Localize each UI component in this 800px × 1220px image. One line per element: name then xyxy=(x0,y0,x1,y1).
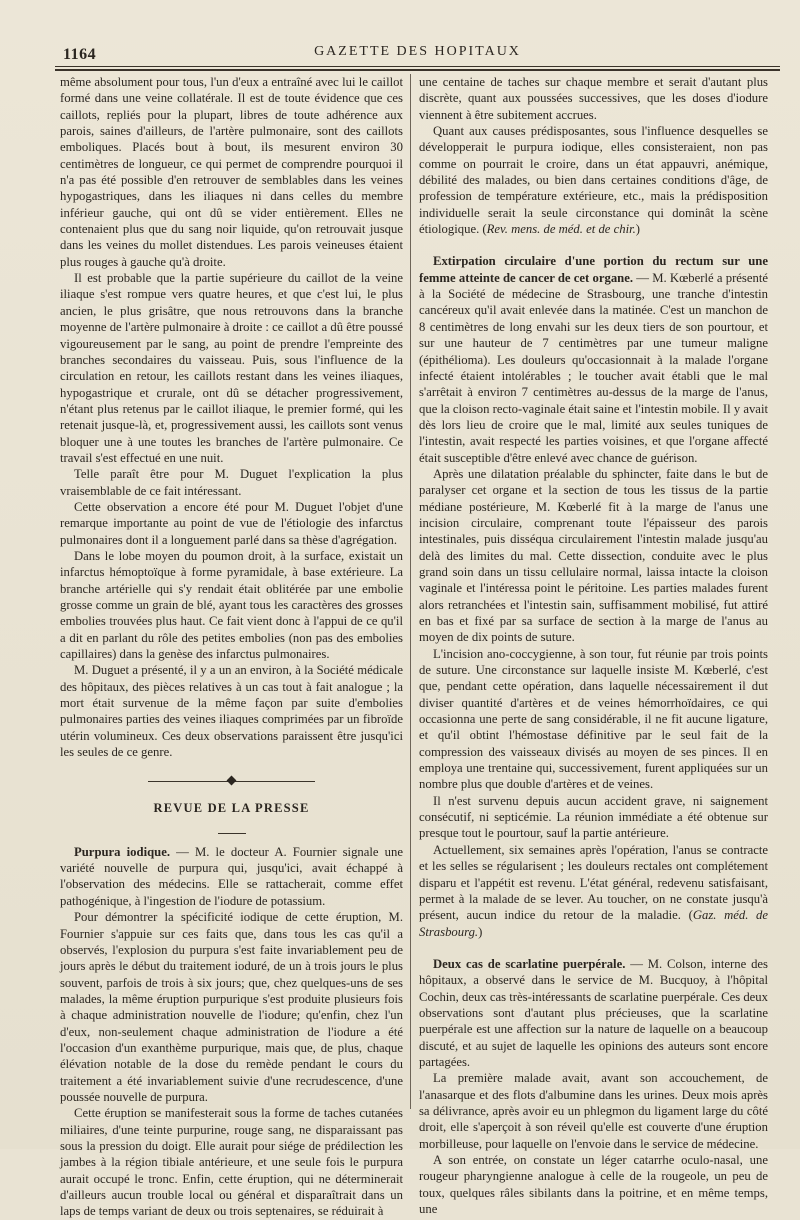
article-paragraph xyxy=(419,253,768,465)
paragraph: Il n'est survenu depuis aucun accident grave, ni saignement consécutif, ni septicémie. La réunion immédiate a été obtenue sur presque tout le pourtour, sauf la partie antérieure. xyxy=(419,793,768,841)
paragraph: Cette éruption se manifesterait sous la forme de taches cutanées miliaires, d'une teinte purpurine, rouge sang, ne disparaissant pas sous la pression du doigt. Elle aurait pour siége de prédilection les jambes à la région tibiale antérieure, et une seule fois le purpura aurait occupé le tronc. Enfin, cette éruption, qui ne déterminerait d'ailleurs aucun trouble local ou général et disparaîtrait dans un laps de temps variant de deux ou trois septenaires, se réduirait à xyxy=(60,1106,403,1219)
paragraph: M. Duguet a présenté, il y a un an environ, à la Société médicale des hôpitaux, des pièces relatives à un cas tout à fait analogue ; la mort était survenue de la même façon par suite d'embolies pulmonaires parties des veines iliaques comprimées par un fibroïde utérin volumineux. Ces deux observations paraissent être jusqu'ici les seules de ce genre. xyxy=(60,663,403,760)
paragraph: Telle paraît être pour M. Duguet l'explication la plus vraisemblable de ce fait intéressant. xyxy=(60,467,403,498)
article-heading: Purpura iodique. xyxy=(74,844,171,859)
header-rule-thick xyxy=(55,69,780,71)
right-column xyxy=(419,74,768,1217)
paragraph: Pour démontrer la spécificité iodique de cette éruption, M. Fournier s'appuie sur ces faits que, dans tous les cas qu'il a observés, l'explosion du purpura s'est faite invariablement peu de jours après le début du traitement ioduré, de un à trois jours le plus souvent, parfois de trois à six jours; que, chez quelques-uns de ses malades, la même éruption purpurique s'est produite plusieurs fois à chaque administration nouvelle de l'iodure; qu'enfin, chez l'un d'eux, non-seulement chaque administration de l'iodure a été l'occasion d'un exanthème purpurique, mais que, de plus, chaque élévation notable de la dose du remède pendant le cours du traitement a été invariablement suivie d'une recrudescence, d'une poussée nouvelle de purpura. xyxy=(60,910,403,1104)
article-text: — M. Colson, interne des hôpitaux, a observé dans le service de M. Bucquoy, à l'hôpital Cochin, deux cas très-intéressants de scarlatine puerpérale. Ces deux observations sont d'autant plus précieuses, que la scarlatine puerpérale est une affection sur la nature de laquelle on a beaucoup discuté, et au sujet de laquelle les opinions des auteurs sont encore partagées. xyxy=(419,956,768,1069)
left-column xyxy=(60,74,403,1219)
page-header xyxy=(55,40,780,64)
column-divider xyxy=(410,74,411,1109)
page-number: 1164 xyxy=(63,46,97,63)
article-heading: Extirpation circulaire d'une portion du rectum sur une femme atteinte de cancer de cet organe. xyxy=(419,254,768,285)
journal-title: GAZETTE DES HOPITAUX xyxy=(314,44,521,59)
section-title: REVUE DE LA PRESSE xyxy=(153,801,310,816)
paragraph: Il est probable que la partie supérieure du caillot de la veine iliaque s'est rompue vers quatre heures, et que c'est lui, le plus ancien, le plus grisâtre, que nous retrouvons dans la branche moyenne de l'artère pulmonaire à droite : ce caillot a dû être poussé vigoureusement par le sang, au point de prendre l'empreinte des branches secondaires du vaisseau. Puis, sous l'influence de la circulation en retour, les caillots restant dans les veines iliaques, hypogastrique et crurale, ont dû se détacher progressivement, n'étant plus retenus par le caillot iliaque, le premier formé, qui les retenait jusque-là, et, progressivement aussi, les caillots sont venus bloquer une à une toutes les branches de l'artère pulmonaire. Ce travail s'est effectué en une nuit. xyxy=(60,271,403,465)
header-rule-thin xyxy=(55,66,780,67)
paragraph: La première malade avait, avant son accouchement, de l'anasarque et des flots d'albumine dans les urines. Deux mois après sa délivrance, après avoir eu un phlegmon du ligament large du côté droit, elle s'aperçoit à son réveil qu'elle est couverte d'une éruption morbilleuse, pour laquelle on l'envoie dans le service de médecine. xyxy=(419,1071,768,1151)
paragraph: même absolument pour tous, l'un d'eux a entraîné avec lui le caillot formé dans une veine collatérale. Il est de toute évidence que ces caillots, repliés pour la plupart, libres de toute adhérence aux parois, saines d'ailleurs, de l'artère pulmonaire, sont des caillots emboliques. Placés bout à bout, ils mesurent environ 30 centimètres de longueur, ce qui permet de comprendre pourquoi il n'a pas été possible d'en retrouver de semblables dans les veines hypogastriques, dans les iliaques ni dans celles du membre inférieur gauche, qui ont dû se vider entièrement. Elles ne contenaient plus que du sang noir liquide, qu'on retrouvait jusque dans les veines du mollet distendues. Les parois veineuses étaient plus rouges à gauche qu'à droite. xyxy=(60,75,403,269)
citation-close: ) xyxy=(478,924,483,939)
paragraph: une centaine de taches sur chaque membre et serait d'autant plus discrète, quant aux poussées successives, que les doses d'iodure viennent à être subitement accrues. xyxy=(419,75,768,122)
article-paragraph xyxy=(419,956,768,1070)
paragraph: Dans le lobe moyen du poumon droit, à la surface, existait un infarctus hémoptoïque à forme pyramidale, à base extérieure. La branche artérielle qui s'y rendait était oblitérée par une embolie grosse comme un grain de blé, ayant tous les caractères des grosses embolies trouvées plus haut. Ce fait vient donc à l'appui de ce qu'il a dit en parlant du rôle des petites embolies (non pas des embolies capillaires) dans la genèse des infarctus pulmonaires. xyxy=(60,548,403,662)
paragraph-text: Quant aux causes prédisposantes, sous l'influence desquelles se développerait le purpura iodique, elles consisteraient, non pas comme on pourrait le croire, dans un état appauvri, anémique, débilité des malades, ou bien dans certaines conditions d'âge, de profession de température extérieure, etc., mais la prédisposition individuelle serait la seule circonstance qui dominât la scène étiologique. ( xyxy=(419,124,768,237)
article-paragraph xyxy=(60,844,403,909)
article-heading: Deux cas de scarlatine puerpérale. xyxy=(433,956,626,971)
paragraph: A son entrée, on constate un léger catarrhe oculo-nasal, une rougeur pharyngienne analogue à celle de la rougeole, un peu de toux, quelques râles sibilants dans la poitrine, et en même temps, une xyxy=(419,1153,768,1217)
paragraph: L'incision ano-coccygienne, à son tour, fut réunie par trois points de suture. Une circonstance sur laquelle insiste M. Kœberlé, c'est que, pendant cette opération, dans laquelle nécessairement il dut diviser quantité d'artères et de veines hémorrhoïdaires, ce qui occasionna une perte de sang considérable, il ne fit aucune ligature, et qu'il obtint l'hémostase définitive par le seul fait de la compression des vaisseaux divisés au moyen de ses pinces. Il en employa une trentaine qui, successivement, furent appliquées sur un nombre plus que double d'artères et de veines. xyxy=(419,646,768,792)
citation: Gaz. méd. de Strasbourg. xyxy=(419,908,768,939)
article-text: — M. Kœberlé a présenté à la Société de médecine de Strasbourg, une tranche d'intestin cancéreux qu'il avait enlevée dans la matinée. C'est un manchon de 8 centimètres de long envahi sur les deux tiers de son pourtour, et sur une hauteur de 7 centimètres par une tumeur maligne (épithélioma). Les douleurs qu'occasionnait à la malade l'organe infecté étaient intolérables ; le toucher avait établi que le mal s'arrêtait à environ 7 centimètres au-dessus de la marge de l'anus, que la cloison recto-vaginale était saine et l'intestin mobile. Il y avait dès lors lieu de croire que le mal, limité aux seules tuniques de l'intestin, avait respecté les parties voisines, et que l'organe affecté était susceptible d'être enlevé avec chance de guérison. xyxy=(419,270,768,465)
spacer xyxy=(419,940,768,956)
section-ornament xyxy=(60,776,403,786)
citation: Rev. mens. de méd. et de chir. xyxy=(486,222,636,237)
section-title-rule xyxy=(218,833,246,834)
paragraph: Après une dilatation préalable du sphincter, faite dans le but de paralyser cet organe et la section de tous les tissus de la partie médiane postérieure, M. Kœberlé fit à la marge de l'anus une incision circulaire, comprenant toute l'épaisseur des parois intestinales, puis disséqua circulairement l'intestin malade jusqu'au delà des limites du mal. Cette dissection, conduite avec le plus grand soin dans un tissu cellulaire normal, laissa intacte la cloison vaginale et l'intéressa point le péritoine. Les parties malades furent alors retranchées et l'intestin sain, suffisamment mobilisé, fut attiré en bas et fixé par sa surface de section à la marge de l'anus au moyen de dix points de suture. xyxy=(419,466,768,645)
article-text: — M. le docteur A. Fournier signale une variété nouvelle de purpura qui, jusqu'ici, avait échappé à l'observation des médecins. Elle se rattacherait, comme effet pathogénique, à l'ingestion de l'iodure de potassium. xyxy=(60,844,403,908)
citation-close: ) xyxy=(635,222,641,237)
spacer xyxy=(419,237,768,253)
paragraph: Cette observation a encore été pour M. Duguet l'objet d'une remarque importante au point de vue de l'étiologie des infarctus pulmonaires dont il a longuement parlé dans sa thèse d'agrégation. xyxy=(60,499,403,547)
paragraph xyxy=(419,123,768,237)
paragraph-text: Actuellement, six semaines après l'opération, l'anus se contracte et les selles se régularisent ; les douleurs rectales ont complétement disparu et l'appétit est revenu. L'état général, redevenu satisfaisant, permet à la malade de se lever. Au toucher, on ne constate jusqu'à présent, aucun indice du retour de la maladie. ( xyxy=(419,842,768,923)
ornament-diamond-icon xyxy=(226,776,236,786)
paragraph xyxy=(419,842,768,940)
